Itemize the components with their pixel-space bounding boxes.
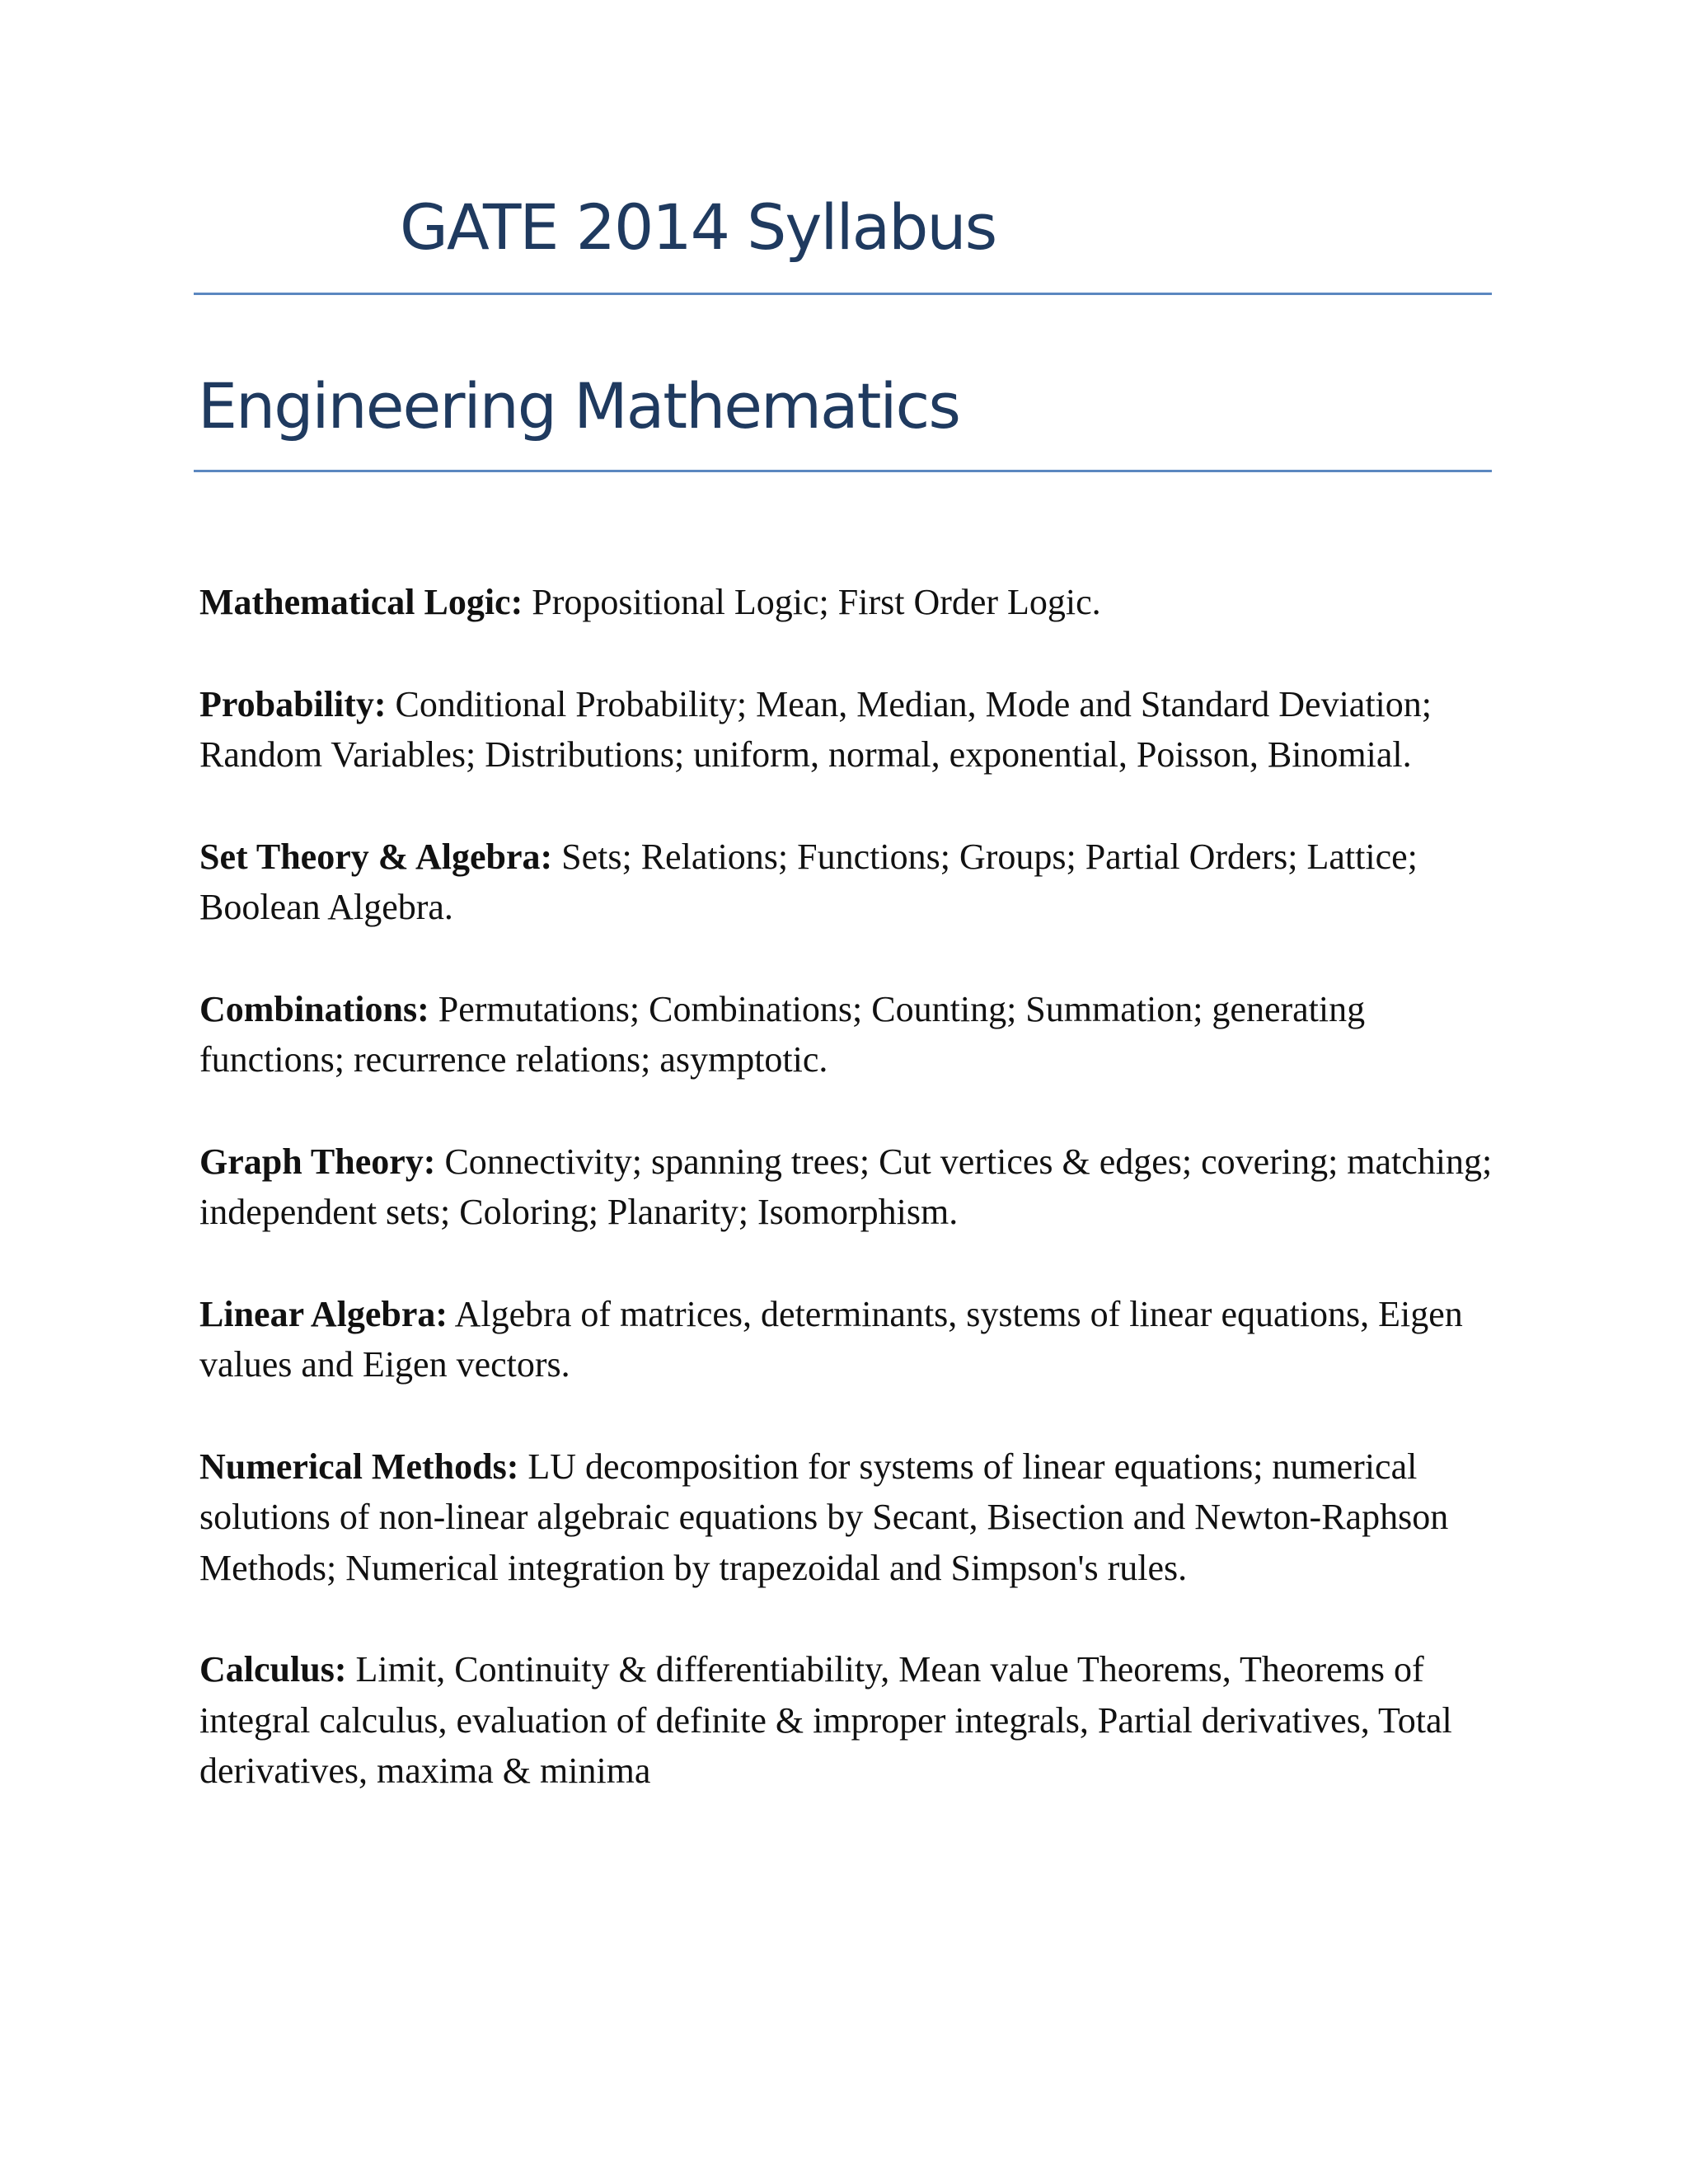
- topic-linear-algebra: [199, 1289, 1502, 1390]
- topic-set-theory-algebra: [199, 832, 1502, 933]
- section-heading-underline: [194, 470, 1492, 472]
- topic-description: Algebra of matrices, determinants, systems of linear equations, Eigen values and Eigen vectors.: [199, 1293, 1463, 1385]
- topic-name: Probability:: [199, 683, 387, 724]
- topic-description: Permutations; Combinations; Counting; Summation; generating functions; recurrence relations; asymptotic.: [199, 988, 1366, 1080]
- section-heading: Engineering Mathematics: [198, 369, 959, 443]
- topic-name: Set Theory & Algebra:: [199, 836, 553, 877]
- topic-name: Combinations:: [199, 988, 429, 1029]
- topic-description: Connectivity; spanning trees; Cut vertices & edges; covering; matching; independent sets; Coloring; Planarity; Isomorphism.: [199, 1141, 1493, 1232]
- topic-name: Graph Theory:: [199, 1141, 436, 1182]
- topic-probability: [199, 679, 1502, 780]
- topic-mathematical-logic: [199, 577, 1502, 628]
- topic-description: Sets; Relations; Functions; Groups; Partial Orders; Lattice; Boolean Algebra.: [199, 836, 1418, 927]
- topic-description: LU decomposition for systems of linear equations; numerical solutions of non-linear algebraic equations by Secant, Bisection and Newton-Raphson Methods; Numerical integration by trapezoidal and Simpson's rules.: [199, 1446, 1449, 1588]
- topic-name: Numerical Methods:: [199, 1446, 519, 1487]
- topic-calculus: [199, 1644, 1502, 1797]
- title-underline: [194, 293, 1492, 295]
- topic-list: [199, 577, 1502, 1848]
- topic-description: Conditional Probability; Mean, Median, Mode and Standard Deviation; Random Variables; Distributions; uniform, normal, exponential, Poisson, Binomial.: [199, 683, 1432, 775]
- document-title: GATE 2014 Syllabus: [400, 190, 996, 264]
- topic-description: Limit, Continuity & differentiability, Mean value Theorems, Theorems of integral calculus, evaluation of definite & improper integrals, Partial derivatives, Total derivatives, maxima & minima: [199, 1649, 1452, 1791]
- topic-numerical-methods: [199, 1441, 1502, 1594]
- topic-name: Mathematical Logic:: [199, 582, 523, 622]
- topic-name: Calculus:: [199, 1649, 347, 1690]
- topic-description: Propositional Logic; First Order Logic.: [532, 582, 1101, 622]
- topic-graph-theory: [199, 1137, 1502, 1238]
- topic-combinations: [199, 984, 1502, 1085]
- topic-name: Linear Algebra:: [199, 1293, 448, 1334]
